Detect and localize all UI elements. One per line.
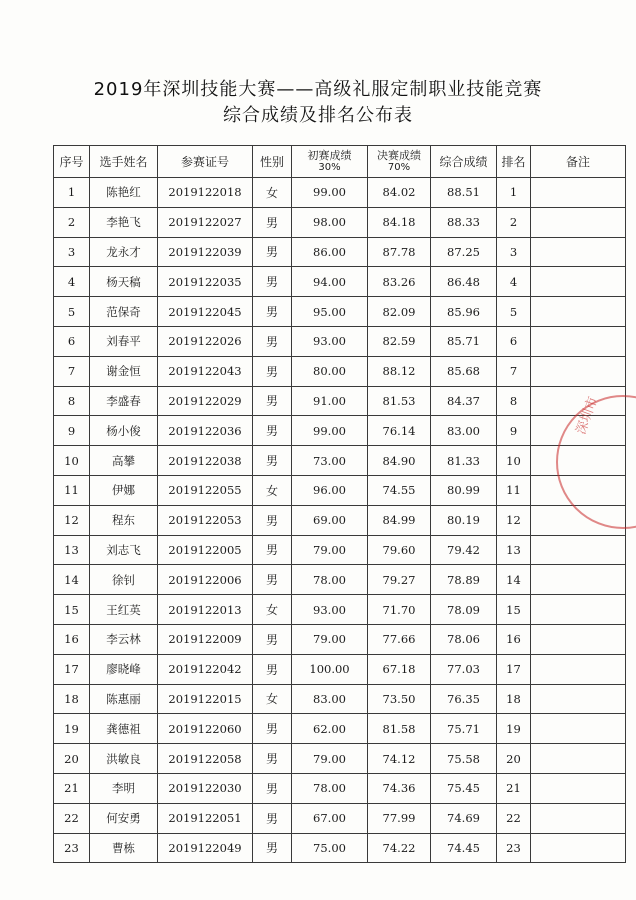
cell-id: 2019122060: [158, 714, 253, 744]
cell-sex: 男: [253, 267, 292, 297]
cell-name: 杨天稿: [90, 267, 158, 297]
cell-seq: 13: [54, 535, 90, 565]
cell-sex: 男: [253, 535, 292, 565]
cell-final: 74.55: [368, 475, 431, 505]
cell-final: 74.36: [368, 773, 431, 803]
cell-final: 88.12: [368, 356, 431, 386]
cell-total: 78.09: [431, 595, 497, 625]
cell-sex: 女: [253, 178, 292, 208]
cell-seq: 12: [54, 505, 90, 535]
table-row: [54, 267, 626, 297]
cell-seq: 8: [54, 386, 90, 416]
cell-rank: 19: [497, 714, 531, 744]
cell-prelim: 79.00: [292, 624, 368, 654]
cell-seq: 9: [54, 416, 90, 446]
cell-remark: [531, 565, 626, 595]
cell-id: 2019122009: [158, 624, 253, 654]
cell-name: 龙永才: [90, 237, 158, 267]
cell-final: 73.50: [368, 684, 431, 714]
cell-rank: 21: [497, 773, 531, 803]
cell-prelim: 94.00: [292, 267, 368, 297]
cell-id: 2019122045: [158, 297, 253, 327]
cell-name: 李盛春: [90, 386, 158, 416]
cell-prelim: 93.00: [292, 326, 368, 356]
cell-total: 77.03: [431, 654, 497, 684]
table-row: [54, 326, 626, 356]
cell-name: 伊娜: [90, 475, 158, 505]
cell-final: 79.27: [368, 565, 431, 595]
table-row: [54, 475, 626, 505]
cell-total: 76.35: [431, 684, 497, 714]
cell-remark: [531, 654, 626, 684]
cell-prelim: 67.00: [292, 803, 368, 833]
cell-sex: 男: [253, 773, 292, 803]
table-row: [54, 773, 626, 803]
cell-sex: 男: [253, 803, 292, 833]
cell-id: 2019122042: [158, 654, 253, 684]
cell-id: 2019122013: [158, 595, 253, 625]
cell-seq: 14: [54, 565, 90, 595]
header-final: [368, 146, 431, 178]
cell-sex: 男: [253, 654, 292, 684]
cell-sex: 男: [253, 565, 292, 595]
cell-id: 2019122018: [158, 178, 253, 208]
cell-seq: 4: [54, 267, 90, 297]
cell-name: 王红英: [90, 595, 158, 625]
table-row: [54, 535, 626, 565]
cell-prelim: 62.00: [292, 714, 368, 744]
cell-remark: [531, 684, 626, 714]
table-row: [54, 505, 626, 535]
cell-sex: 女: [253, 475, 292, 505]
table-row: [54, 684, 626, 714]
cell-final: 81.53: [368, 386, 431, 416]
cell-sex: 男: [253, 446, 292, 476]
cell-id: 2019122026: [158, 326, 253, 356]
cell-remark: [531, 624, 626, 654]
cell-total: 80.99: [431, 475, 497, 505]
cell-total: 74.45: [431, 833, 497, 863]
cell-name: 洪敏良: [90, 744, 158, 774]
cell-id: 2019122036: [158, 416, 253, 446]
cell-id: 2019122027: [158, 207, 253, 237]
table-row: [54, 714, 626, 744]
cell-name: 李艳飞: [90, 207, 158, 237]
header-prelim: [292, 146, 368, 178]
cell-seq: 23: [54, 833, 90, 863]
table-row: [54, 565, 626, 595]
cell-remark: [531, 773, 626, 803]
cell-final: 87.78: [368, 237, 431, 267]
cell-name: 杨小俊: [90, 416, 158, 446]
cell-prelim: 99.00: [292, 178, 368, 208]
cell-id: 2019122039: [158, 237, 253, 267]
table-row: [54, 446, 626, 476]
cell-sex: 男: [253, 624, 292, 654]
document-subtitle: 综合成绩及排名公布表: [223, 105, 413, 126]
cell-id: 2019122029: [158, 386, 253, 416]
cell-seq: 3: [54, 237, 90, 267]
cell-name: 曹栋: [90, 833, 158, 863]
cell-total: 85.68: [431, 356, 497, 386]
cell-final: 77.66: [368, 624, 431, 654]
cell-sex: 男: [253, 833, 292, 863]
cell-sex: 男: [253, 356, 292, 386]
cell-id: 2019122055: [158, 475, 253, 505]
cell-total: 74.69: [431, 803, 497, 833]
document-title: 2019年深圳技能大赛——高级礼服定制职业技能竞赛: [93, 79, 543, 100]
cell-remark: [531, 803, 626, 833]
table-row: [54, 297, 626, 327]
cell-name: 范保奇: [90, 297, 158, 327]
cell-remark: [531, 207, 626, 237]
cell-sex: 男: [253, 714, 292, 744]
table-row: [54, 803, 626, 833]
cell-remark: [531, 505, 626, 535]
cell-sex: 男: [253, 744, 292, 774]
cell-rank: 1: [497, 178, 531, 208]
cell-seq: 10: [54, 446, 90, 476]
cell-sex: 男: [253, 416, 292, 446]
cell-id: 2019122058: [158, 744, 253, 774]
cell-sex: 男: [253, 237, 292, 267]
cell-final: 79.60: [368, 535, 431, 565]
cell-seq: 15: [54, 595, 90, 625]
cell-prelim: 95.00: [292, 297, 368, 327]
cell-remark: [531, 535, 626, 565]
header-final-label: 决赛成绩: [377, 149, 421, 162]
cell-seq: 11: [54, 475, 90, 505]
cell-total: 83.00: [431, 416, 497, 446]
cell-remark: [531, 744, 626, 774]
cell-rank: 7: [497, 356, 531, 386]
table-row: [54, 744, 626, 774]
cell-final: 76.14: [368, 416, 431, 446]
cell-rank: 12: [497, 505, 531, 535]
cell-final: 84.18: [368, 207, 431, 237]
cell-final: 81.58: [368, 714, 431, 744]
cell-seq: 16: [54, 624, 90, 654]
cell-rank: 15: [497, 595, 531, 625]
cell-prelim: 73.00: [292, 446, 368, 476]
cell-id: 2019122053: [158, 505, 253, 535]
cell-id: 2019122005: [158, 535, 253, 565]
cell-total: 88.33: [431, 207, 497, 237]
cell-total: 75.58: [431, 744, 497, 774]
cell-seq: 19: [54, 714, 90, 744]
cell-total: 79.42: [431, 535, 497, 565]
cell-final: 82.59: [368, 326, 431, 356]
cell-final: 67.18: [368, 654, 431, 684]
header-remark: 备注: [531, 146, 626, 178]
cell-seq: 20: [54, 744, 90, 774]
table-row: [54, 654, 626, 684]
cell-name: 高攀: [90, 446, 158, 476]
table-row: [54, 207, 626, 237]
cell-final: 84.90: [368, 446, 431, 476]
header-rank: 排名: [497, 146, 531, 178]
cell-prelim: 69.00: [292, 505, 368, 535]
cell-name: 李云林: [90, 624, 158, 654]
cell-remark: [531, 237, 626, 267]
cell-total: 85.71: [431, 326, 497, 356]
cell-total: 88.51: [431, 178, 497, 208]
cell-rank: 10: [497, 446, 531, 476]
cell-rank: 5: [497, 297, 531, 327]
cell-rank: 9: [497, 416, 531, 446]
table-row: [54, 595, 626, 625]
cell-final: 77.99: [368, 803, 431, 833]
cell-prelim: 79.00: [292, 535, 368, 565]
cell-prelim: 80.00: [292, 356, 368, 386]
cell-name: 谢金恒: [90, 356, 158, 386]
cell-prelim: 99.00: [292, 416, 368, 446]
cell-prelim: 98.00: [292, 207, 368, 237]
cell-total: 75.71: [431, 714, 497, 744]
cell-prelim: 91.00: [292, 386, 368, 416]
header-total: 综合成绩: [431, 146, 497, 178]
cell-total: 84.37: [431, 386, 497, 416]
cell-prelim: 78.00: [292, 773, 368, 803]
cell-remark: [531, 446, 626, 476]
cell-total: 86.48: [431, 267, 497, 297]
cell-seq: 17: [54, 654, 90, 684]
cell-name: 陈惠丽: [90, 684, 158, 714]
cell-remark: [531, 326, 626, 356]
table-row: [54, 833, 626, 863]
cell-rank: 3: [497, 237, 531, 267]
cell-name: 龚德祖: [90, 714, 158, 744]
table-row: [54, 178, 626, 208]
cell-prelim: 86.00: [292, 237, 368, 267]
cell-remark: [531, 178, 626, 208]
cell-remark: [531, 595, 626, 625]
cell-final: 71.70: [368, 595, 431, 625]
cell-prelim: 79.00: [292, 744, 368, 774]
cell-seq: 22: [54, 803, 90, 833]
table-row: [54, 356, 626, 386]
table-row: [54, 416, 626, 446]
table-row: [54, 624, 626, 654]
cell-name: 廖晓峰: [90, 654, 158, 684]
cell-total: 78.89: [431, 565, 497, 595]
cell-seq: 18: [54, 684, 90, 714]
cell-name: 刘春平: [90, 326, 158, 356]
cell-rank: 22: [497, 803, 531, 833]
cell-seq: 5: [54, 297, 90, 327]
cell-name: 刘志飞: [90, 535, 158, 565]
cell-rank: 23: [497, 833, 531, 863]
header-prelim-label: 初赛成绩: [307, 149, 352, 162]
cell-rank: 6: [497, 326, 531, 356]
header-name: 选手姓名: [90, 146, 158, 178]
table-header-row: [54, 146, 626, 178]
cell-sex: 男: [253, 207, 292, 237]
cell-seq: 1: [54, 178, 90, 208]
cell-remark: [531, 356, 626, 386]
header-seq: 序号: [54, 146, 90, 178]
cell-sex: 女: [253, 595, 292, 625]
cell-seq: 21: [54, 773, 90, 803]
cell-rank: 20: [497, 744, 531, 774]
cell-total: 81.33: [431, 446, 497, 476]
table-row: [54, 386, 626, 416]
table-row: [54, 237, 626, 267]
header-final-weight: 70%: [387, 162, 411, 173]
cell-sex: 男: [253, 505, 292, 535]
cell-remark: [531, 267, 626, 297]
cell-rank: 17: [497, 654, 531, 684]
cell-rank: 8: [497, 386, 531, 416]
cell-final: 74.22: [368, 833, 431, 863]
cell-rank: 2: [497, 207, 531, 237]
cell-rank: 18: [497, 684, 531, 714]
cell-rank: 11: [497, 475, 531, 505]
cell-id: 2019122051: [158, 803, 253, 833]
cell-id: 2019122038: [158, 446, 253, 476]
cell-rank: 14: [497, 565, 531, 595]
cell-total: 78.06: [431, 624, 497, 654]
cell-final: 82.09: [368, 297, 431, 327]
cell-seq: 7: [54, 356, 90, 386]
cell-id: 2019122043: [158, 356, 253, 386]
cell-id: 2019122030: [158, 773, 253, 803]
cell-seq: 6: [54, 326, 90, 356]
cell-remark: [531, 714, 626, 744]
cell-id: 2019122015: [158, 684, 253, 714]
cell-final: 84.02: [368, 178, 431, 208]
cell-id: 2019122049: [158, 833, 253, 863]
cell-name: 陈艳红: [90, 178, 158, 208]
cell-name: 徐钊: [90, 565, 158, 595]
cell-prelim: 96.00: [292, 475, 368, 505]
cell-sex: 女: [253, 684, 292, 714]
cell-prelim: 83.00: [292, 684, 368, 714]
cell-total: 80.19: [431, 505, 497, 535]
cell-name: 何安勇: [90, 803, 158, 833]
cell-id: 2019122006: [158, 565, 253, 595]
cell-rank: 4: [497, 267, 531, 297]
cell-remark: [531, 833, 626, 863]
cell-rank: 16: [497, 624, 531, 654]
cell-prelim: 75.00: [292, 833, 368, 863]
cell-sex: 男: [253, 297, 292, 327]
header-id: 参赛证号: [158, 146, 253, 178]
cell-seq: 2: [54, 207, 90, 237]
header-prelim-weight: 30%: [318, 162, 341, 173]
cell-total: 75.45: [431, 773, 497, 803]
cell-final: 83.26: [368, 267, 431, 297]
cell-name: 程东: [90, 505, 158, 535]
cell-remark: [531, 297, 626, 327]
cell-prelim: 78.00: [292, 565, 368, 595]
cell-total: 87.25: [431, 237, 497, 267]
cell-prelim: 93.00: [292, 595, 368, 625]
cell-final: 74.12: [368, 744, 431, 774]
cell-final: 84.99: [368, 505, 431, 535]
cell-sex: 男: [253, 386, 292, 416]
cell-sex: 男: [253, 326, 292, 356]
official-seal-text: 深圳市: [573, 394, 602, 437]
cell-name: 李明: [90, 773, 158, 803]
cell-remark: [531, 475, 626, 505]
header-sex: 性别: [253, 146, 292, 178]
cell-prelim: 100.00: [292, 654, 368, 684]
results-table: [53, 145, 626, 863]
cell-rank: 13: [497, 535, 531, 565]
cell-total: 85.96: [431, 297, 497, 327]
cell-id: 2019122035: [158, 267, 253, 297]
